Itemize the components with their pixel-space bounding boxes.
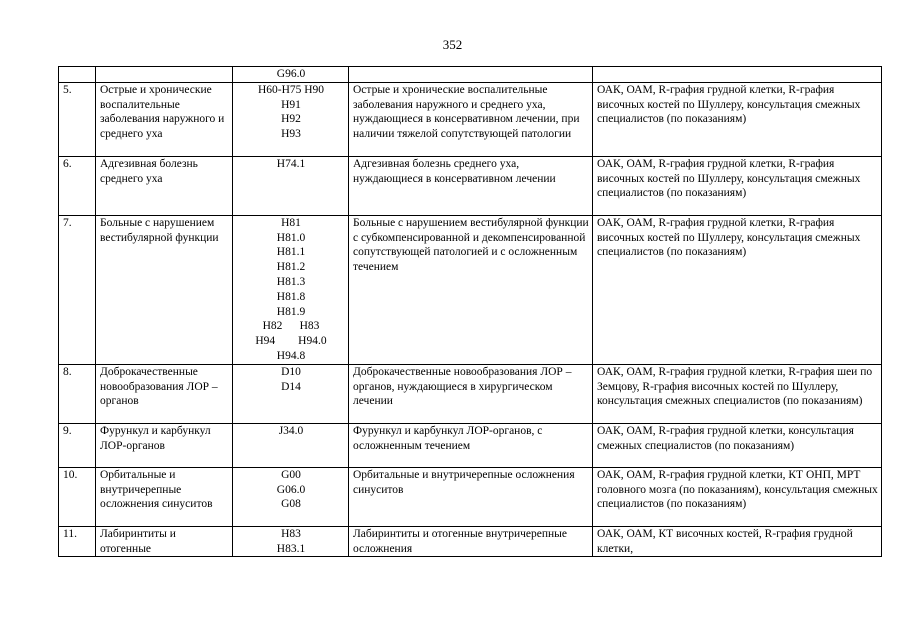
icd-code: H83.1 (276, 542, 306, 555)
icd-code: H81.9 (276, 305, 306, 318)
required-exams-cell: ОАК, ОАМ, R-графия грудной клетки, R-графия височных костей по Шуллеру, консультация смежных специалистов (по показаниям) (593, 156, 882, 215)
row-number-cell: 7. (59, 215, 96, 364)
required-exams-cell: ОАК, ОАМ, R-графия грудной клетки, консультация смежных специалистов (по показаниям) (593, 423, 882, 467)
icd-code: G00 (281, 468, 301, 481)
table-body (59, 67, 882, 557)
icd-code: H81.3 (276, 275, 306, 288)
table-row (59, 82, 882, 156)
disease-name-cell: Больные с нарушением вестибулярной функции (96, 215, 233, 364)
icd-code: H81 (281, 216, 301, 229)
row-number-cell: 10. (59, 467, 96, 526)
icd-code: G08 (281, 498, 301, 511)
row-number-cell (59, 67, 96, 83)
icd-codes-cell (233, 67, 349, 83)
icd-code: H94 H94.0 (255, 335, 327, 348)
table-row (59, 67, 882, 83)
disease-name-cell: Доброкачественные новообразования ЛОР – органов (96, 364, 233, 423)
row-number-cell: 5. (59, 82, 96, 156)
icd-codes-cell (233, 82, 349, 156)
medical-table (58, 66, 882, 557)
disease-name-cell: Лабиринтиты и отогенные (96, 526, 233, 557)
table-row (59, 215, 882, 364)
icd-code: H91 (281, 98, 301, 111)
icd-code: J34.0 (278, 424, 304, 437)
icd-codes-cell (233, 364, 349, 423)
patient-category-cell: Больные с нарушением вестибулярной функции с субкомпенсированной и декомпенсированной сопутствующей патологией и с осложненным течением (349, 215, 593, 364)
patient-category-cell: Орбитальные и внутричерепные осложнения синуситов (349, 467, 593, 526)
disease-name-cell: Орбитальные и внутричерепные осложнения синуситов (96, 467, 233, 526)
icd-code: H92 (281, 113, 301, 126)
icd-code: H81.0 (276, 231, 306, 244)
table-row (59, 156, 882, 215)
row-number-cell: 9. (59, 423, 96, 467)
patient-category-cell: Фурункул и карбункул ЛОР-органов, с осложненным течением (349, 423, 593, 467)
icd-code: H94.8 (276, 349, 306, 362)
required-exams-cell: ОАК, ОАМ, КТ височных костей, R-графия грудной клетки, (593, 526, 882, 557)
patient-category-cell: Доброкачественные новообразования ЛОР – органов, нуждающиеся в хирургическом лечении (349, 364, 593, 423)
page-number: 352 (442, 37, 463, 52)
disease-name-cell (96, 67, 233, 83)
disease-name-cell: Адгезивная болезнь среднего уха (96, 156, 233, 215)
icd-codes-cell (233, 467, 349, 526)
row-number-cell: 6. (59, 156, 96, 215)
icd-codes-cell (233, 156, 349, 215)
icd-codes-cell (233, 215, 349, 364)
icd-code: H81.2 (276, 261, 306, 274)
table-row (59, 423, 882, 467)
required-exams-cell: ОАК, ОАМ, R-графия грудной клетки, R-графия височных костей по Шуллеру, консультация смежных специалистов (по показаниям) (593, 215, 882, 364)
icd-code: D10 (281, 365, 301, 378)
required-exams-cell (593, 67, 882, 83)
table-row (59, 526, 882, 557)
icd-codes-cell (233, 526, 349, 557)
icd-code: H82 H83 (262, 320, 320, 333)
required-exams-cell: ОАК, ОАМ, R-графия грудной клетки, R-графия височных костей по Шуллеру, консультация смежных специалистов (по показаниям) (593, 82, 882, 156)
table-row (59, 467, 882, 526)
icd-code: H93 (281, 128, 301, 141)
icd-code: G96.0 (276, 68, 306, 80)
patient-category-cell: Лабиринтиты и отогенные внутричерепные осложнения (349, 526, 593, 557)
table-row (59, 364, 882, 423)
patient-category-cell: Острые и хронические воспалительные заболевания наружного и среднего уха, нуждающиеся в консервативном лечении, при наличии тяжелой сопутствующей патологии (349, 82, 593, 156)
icd-code: H81.8 (276, 290, 306, 303)
disease-name-cell: Острые и хронические воспалительные заболевания наружного и среднего уха (96, 82, 233, 156)
icd-code: H74.1 (276, 157, 306, 170)
row-number-cell: 11. (59, 526, 96, 557)
patient-category-cell: Адгезивная болезнь среднего уха, нуждающиеся в консервативном лечении (349, 156, 593, 215)
icd-code: G06.0 (276, 483, 306, 496)
icd-code: H60-H75 H90 (257, 83, 325, 96)
row-number-cell: 8. (59, 364, 96, 423)
icd-code: H81.1 (276, 246, 306, 259)
icd-code: D14 (281, 380, 301, 393)
required-exams-cell: ОАК, ОАМ, R-графия грудной клетки, R-графия шеи по Земцову, R-графия височных костей по Шуллеру, консультация смежных специалистов (по показаниям) (593, 364, 882, 423)
icd-codes-cell (233, 423, 349, 467)
patient-category-cell (349, 67, 593, 83)
required-exams-cell: ОАК, ОАМ, R-графия грудной клетки, КТ ОНП, МРТ головного мозга (по показаниям), консультация смежных специалистов (по показаниям) (593, 467, 882, 526)
disease-name-cell: Фурункул и карбункул ЛОР-органов (96, 423, 233, 467)
icd-code: H83 (281, 527, 301, 540)
